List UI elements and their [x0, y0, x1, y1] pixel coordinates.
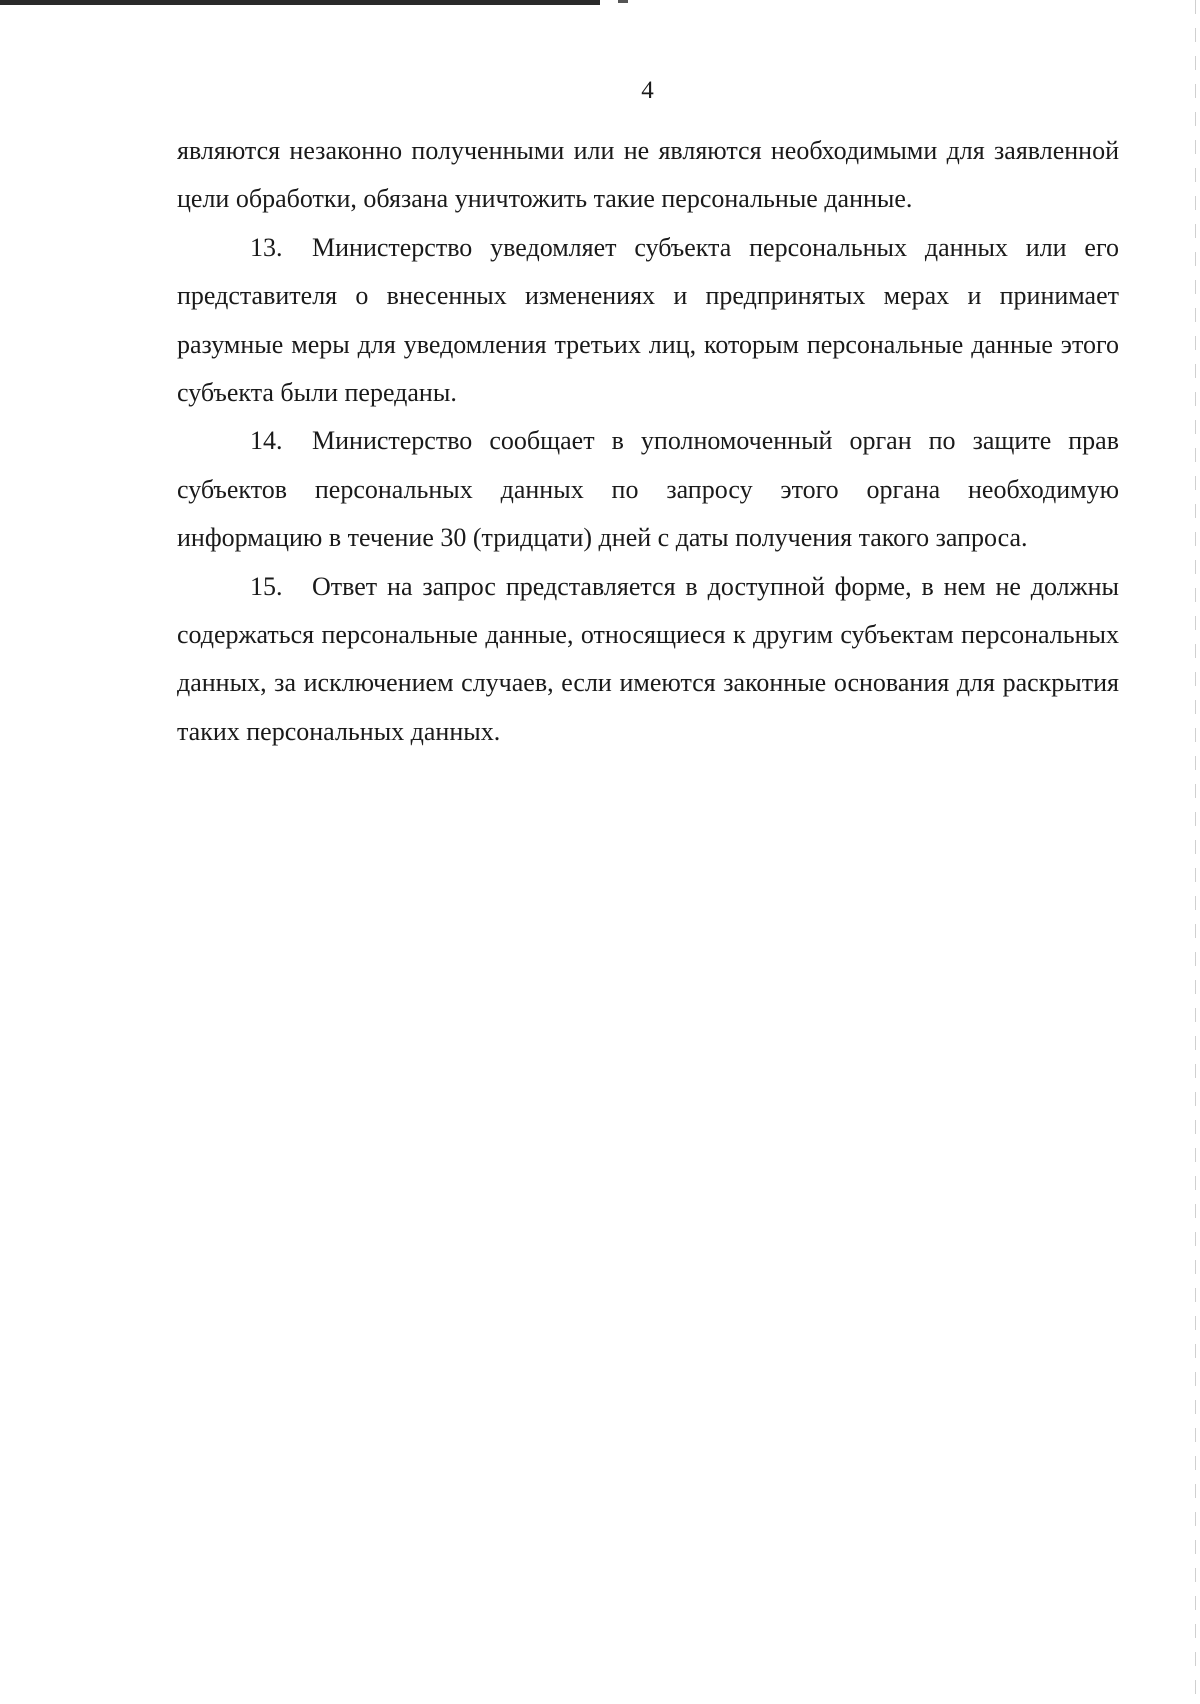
paragraph-number: 13. — [250, 232, 283, 262]
paragraph-number: 15. — [250, 571, 283, 601]
document-body — [177, 127, 1119, 756]
paragraph-text: являются незаконно полученными или не являются необходимыми для заявленной цели обработки, обязана уничтожить такие персональные данные. — [177, 136, 1119, 214]
page-number: 4 — [641, 77, 654, 104]
paragraph-14 — [177, 417, 1119, 562]
scan-border-artifact — [0, 0, 600, 5]
paragraph-text: Министерство сообщает в уполномоченный орган по защите прав субъектов персональных данных по запросу этого органа необходимую информацию в течение 30 (тридцати) дней с даты получения такого запроса. — [177, 426, 1119, 553]
scan-edge-artifact — [1195, 0, 1196, 1704]
paragraph-continuation — [177, 127, 1119, 224]
paragraph-15 — [177, 563, 1119, 757]
paragraph-number: 14. — [250, 426, 283, 456]
paragraph-text: Ответ на запрос представляется в доступной форме, в нем не должны содержаться персональные данные, относящиеся к другим субъектам персональных данных, за исключением случаев, если имеются законные основания для раскрытия таких персональных данных. — [177, 571, 1119, 746]
paragraph-13 — [177, 224, 1119, 418]
paragraph-text: Министерство уведомляет субъекта персональных данных или его представителя о внесенных изменениях и предпринятых мерах и принимает разумные меры для уведомления третьих лиц, которым персональные данные этого субъекта были переданы. — [177, 232, 1119, 408]
scan-mark-artifact — [618, 0, 628, 3]
